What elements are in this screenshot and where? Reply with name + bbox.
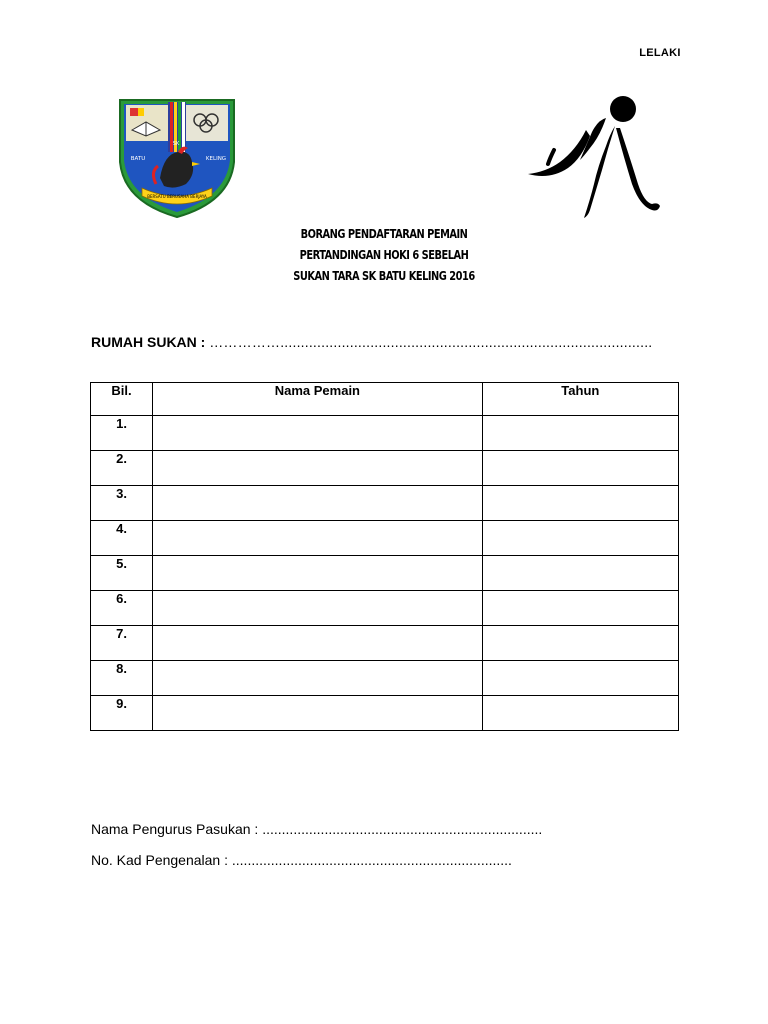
row-number: 3. [91, 486, 153, 521]
player-year-cell[interactable] [482, 521, 678, 556]
row-number: 5. [91, 556, 153, 591]
table-row [91, 416, 679, 451]
header-tahun: Tahun [482, 383, 678, 416]
table-row [91, 521, 679, 556]
player-name-cell[interactable] [153, 521, 483, 556]
player-year-cell[interactable] [482, 591, 678, 626]
table-row [91, 451, 679, 486]
form-title-line-1: BORANG PENDAFTARAN PEMAIN [300, 227, 468, 241]
table-row [91, 486, 679, 521]
rumah-sukan-field[interactable] [91, 334, 681, 350]
player-name-cell[interactable] [153, 661, 483, 696]
rumah-sukan-label: RUMAH SUKAN : [91, 334, 206, 350]
table-row [91, 556, 679, 591]
player-year-cell[interactable] [482, 486, 678, 521]
table-header-row [91, 383, 679, 416]
player-year-cell[interactable] [482, 626, 678, 661]
row-number: 1. [91, 416, 153, 451]
table-row [91, 591, 679, 626]
table-row [91, 626, 679, 661]
player-name-cell[interactable] [153, 591, 483, 626]
player-year-cell[interactable] [482, 556, 678, 591]
form-title-line-2: PERTANDINGAN HOKI 6 SEBELAH [299, 248, 469, 262]
logo-right-text: KELING [205, 156, 227, 162]
player-registration-table [90, 382, 679, 731]
player-name-cell[interactable] [153, 626, 483, 661]
player-name-cell[interactable] [153, 556, 483, 591]
hockey-player-icon [520, 88, 670, 228]
player-year-cell[interactable] [482, 661, 678, 696]
player-year-cell[interactable] [482, 416, 678, 451]
row-number: 9. [91, 696, 153, 731]
form-title-line-3: SUKAN TARA SK BATU KELING 2016 [293, 269, 475, 283]
row-number: 7. [91, 626, 153, 661]
player-name-cell[interactable] [153, 696, 483, 731]
gender-label: LELAKI [639, 47, 681, 59]
row-number: 4. [91, 521, 153, 556]
player-name-cell[interactable] [153, 451, 483, 486]
table-row [91, 661, 679, 696]
header-bil: Bil. [91, 383, 153, 416]
player-name-cell[interactable] [153, 486, 483, 521]
logo-left-text: BATU [130, 156, 146, 162]
row-number: 8. [91, 661, 153, 696]
row-number: 2. [91, 451, 153, 486]
player-year-cell[interactable] [482, 696, 678, 731]
logo-motto: BERSATU BERUSAHA BERJAYA [147, 194, 207, 199]
ic-number-field[interactable]: No. Kad Pengenalan : ........................................................................ [91, 852, 512, 868]
table-row [91, 696, 679, 731]
form-title-block [0, 224, 768, 287]
logo-top-text: SK [172, 141, 180, 147]
player-year-cell[interactable] [482, 451, 678, 486]
rumah-sukan-blank[interactable]: ……………........................................................................................... [209, 334, 653, 350]
team-manager-name-field[interactable]: Nama Pengurus Pasukan : ........................................................................ [91, 821, 543, 837]
player-name-cell[interactable] [153, 416, 483, 451]
school-crest-logo [112, 92, 242, 222]
row-number: 6. [91, 591, 153, 626]
header-nama-pemain: Nama Pemain [153, 383, 483, 416]
